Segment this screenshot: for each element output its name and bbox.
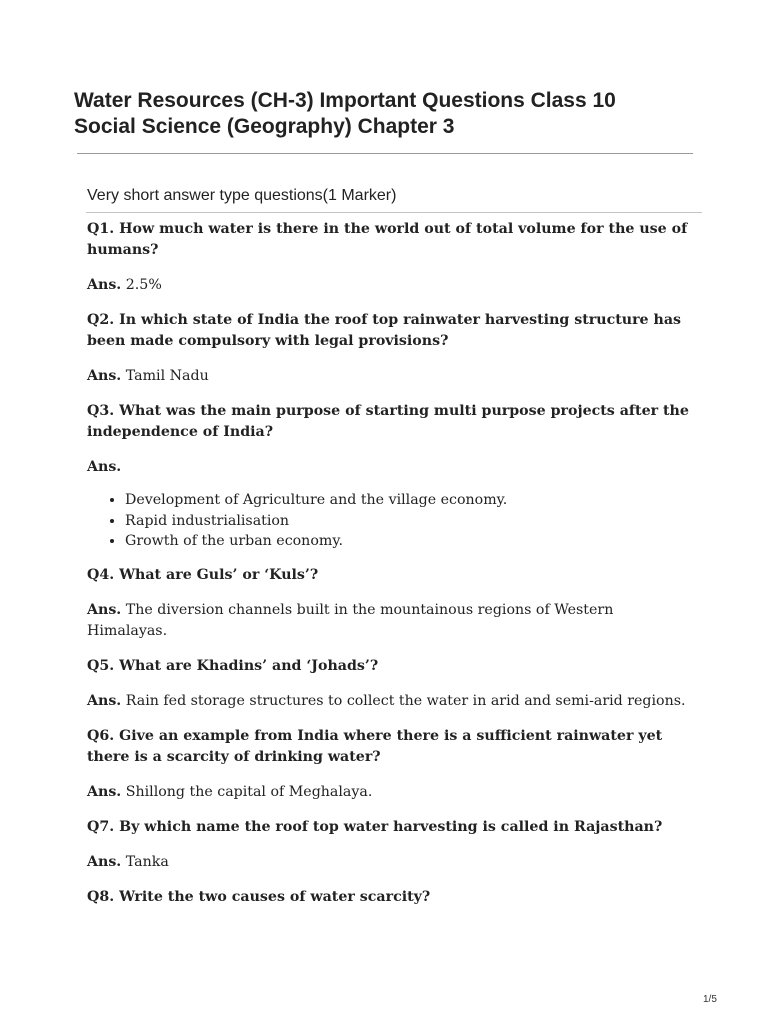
document-title — [74, 88, 714, 140]
answer-7-text: Tanka — [125, 853, 169, 870]
ans-label: Ans. — [87, 368, 122, 384]
answer-5 — [87, 691, 697, 712]
bullet-item: • Growth of the urban economy. — [125, 531, 697, 552]
section-heading: Very short answer type questions(1 Marker) — [87, 187, 397, 204]
question-4: Q4. What are Guls’ or ‘Kuls’? — [87, 566, 319, 583]
answer-6 — [87, 782, 697, 803]
question-1: Q1. How much water is there in the world out of total volume for the use of humans? — [87, 221, 688, 258]
title-line-1: Water Resources (CH-3) Important Questions Class 10 — [74, 89, 616, 112]
question-3: Q3. What was the main purpose of starting multi purpose projects after the independence of India? — [87, 403, 689, 440]
answer-7 — [87, 852, 697, 873]
title-line-2: Social Science (Geography) Chapter 3 — [74, 115, 455, 138]
question-2: Q2. In which state of India the roof top rainwater harvesting structure has been made compulsory with legal provisions? — [87, 312, 682, 349]
answer-5-text: Rain fed storage structures to collect the water in arid and semi-arid regions. — [125, 692, 686, 709]
answer-1 — [87, 275, 697, 296]
answer-3-bullet-list — [87, 490, 697, 552]
answer-2 — [87, 366, 697, 387]
ans-label: Ans. — [87, 601, 122, 618]
ans-label: Ans. — [87, 277, 122, 293]
answer-4 — [87, 600, 697, 642]
title-divider — [77, 153, 693, 154]
question-7: Q7. By which name the roof top water harvesting is called in Rajasthan? — [87, 818, 663, 835]
question-5: Q5. What are Khadins’ and ‘Johads’? — [87, 657, 379, 674]
answer-6-text: Shillong the capital of Meghalaya. — [125, 783, 373, 800]
ans-label: Ans. — [87, 459, 122, 475]
bullet-item: • Rapid industrialisation — [125, 511, 697, 532]
answer-2-text: Tamil Nadu — [125, 368, 209, 384]
page-number: 1/5 — [703, 994, 717, 1005]
answer-4-text: The diversion channels built in the mountainous regions of Western Himalayas. — [87, 601, 614, 639]
ans-label: Ans. — [87, 692, 122, 709]
ans-label: Ans. — [87, 783, 122, 800]
section-divider — [86, 212, 702, 213]
answer-1-text: 2.5% — [125, 277, 162, 293]
bullet-item: • Development of Agriculture and the village economy. — [125, 490, 697, 511]
answer-3 — [87, 457, 697, 478]
question-8: Q8. Write the two causes of water scarcity? — [87, 888, 431, 905]
ans-label: Ans. — [87, 853, 122, 870]
question-6: Q6. Give an example from India where there is a sufficient rainwater yet there is a scarcity of drinking water? — [87, 727, 663, 765]
question-answer-list — [87, 219, 697, 922]
